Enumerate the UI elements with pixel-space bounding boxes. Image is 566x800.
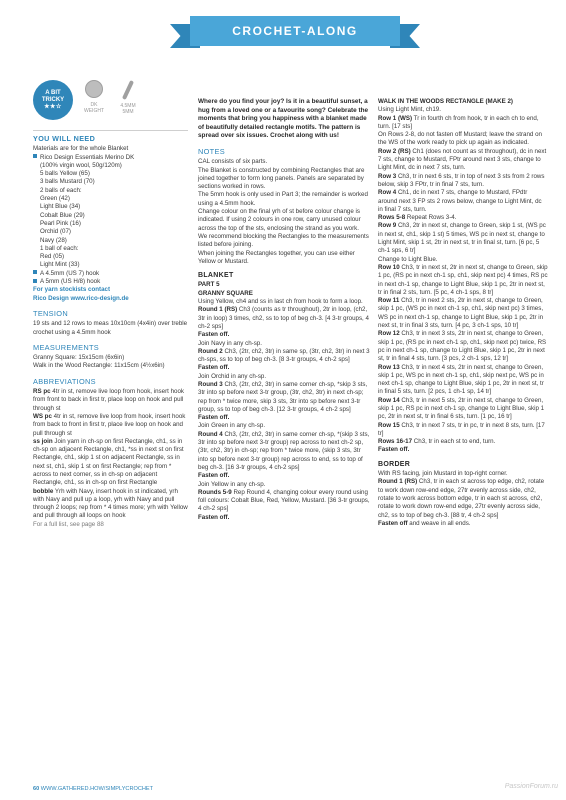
yarn-ball-icon xyxy=(85,80,103,98)
step-text: Ch3, tr in next 2 sts, 2tr in next st, change to Green, skip 1 pc, (WS pc in next ch-1 sp, ch1, skip next pc) 3 times, WS pc in next ch-1 sp, change to Light Blue, skip 1 pc, 2tr in next st, tr in final 3 sts, turn. [4 pc, 3 ch-1 sps, 10 tr] xyxy=(378,297,544,330)
border-round-1: Round 1 (RS) Ch3, tr in each st across top edge, ch2, rotate to work down row-end edge, 27tr evenly across side, ch2, rotate to work across bottom edge, tr in each st across, ch2, rotate to work down row-end edge, 27tr evenly across side, ch2, ss to top of beg ch-3. [88 tr, 4 ch-2 sps] xyxy=(378,478,545,519)
blanket-heading: BLANKET xyxy=(198,272,234,280)
difficulty-row xyxy=(33,80,188,120)
hook-size-info xyxy=(115,80,141,115)
note-item: We recommend blocking the Rectangles to the measurements listed before joining. xyxy=(198,232,369,249)
border-intro: With RS facing, join Mustard in top-right corner. xyxy=(378,470,508,478)
step-text: Join Green in any ch-sp. xyxy=(198,422,266,430)
yarn-list-item xyxy=(33,195,188,203)
pattern-step xyxy=(378,397,548,422)
pattern-step xyxy=(378,364,548,397)
abbreviation-definition: Yrh with Navy, insert hook in st indicated, yrh with Navy and pull up a loop, yrh with Navy and pull through 2 loops; rep from * 4 times more; yrh with Yellow and pull through all loops on hook xyxy=(33,487,188,520)
abbreviation-item xyxy=(33,438,188,488)
step-text: Tr in fourth ch from hook, tr in each ch to end, turn. [17 sts] xyxy=(378,114,539,130)
step-text: Change to Light Blue. xyxy=(378,255,438,263)
bullet-square-icon xyxy=(33,154,37,158)
measurement-walk: Walk in the Wood Rectangle: 11x15cm (4½x6in) xyxy=(33,362,165,370)
measurements-heading: MEASUREMENTS xyxy=(33,342,100,352)
abbreviation-item xyxy=(33,413,188,438)
step-text: Ch3, tr in each st to end, turn. xyxy=(413,438,496,446)
yarn-list-item xyxy=(33,187,188,195)
step-text: Fasten off. xyxy=(198,414,230,422)
badge-line1: A BIT xyxy=(45,89,61,96)
pattern-step xyxy=(198,489,370,514)
step-label: Round 3 xyxy=(198,380,223,388)
pattern-step xyxy=(378,214,548,222)
yarn-list-text: 5 balls Yellow (65) xyxy=(40,170,90,178)
pattern-step xyxy=(378,189,548,214)
hook-item-1: A 4.5mm (US 7) hook xyxy=(33,270,188,278)
yarn-list-text: 3 balls Mustard (70) xyxy=(40,178,95,186)
step-text: Ch3, tr in next 4 sts, 2tr in next st, change to Green, skip 1 pc, WS pc in next ch-1 sp, ch1, skip next pc, WS pc in next ch-1 sp, change to Light Blue, skip 1 pc, 2tr in next st, tr in final 5 sts, turn. [2 pcs, 1 ch-1 sp, 14 tr] xyxy=(378,363,544,396)
pattern-step xyxy=(198,414,370,422)
step-label: Row 4 xyxy=(378,189,397,197)
note-item: Change colour on the final yrh of st before colour change is indicated. If using 2 colours in one row, carry unused colour across the top of the sts, enclosing the strand as you work. xyxy=(198,208,361,232)
walk-intro: Using Light Mint, ch19. xyxy=(378,106,441,114)
step-label: Row 11 xyxy=(378,297,400,305)
yarn-list-item xyxy=(33,237,188,245)
yarn-list-text: Light Mint (33) xyxy=(40,261,80,269)
notes-list xyxy=(198,158,370,266)
abbreviation-item xyxy=(33,388,188,413)
step-text: Ch3, (2tr, ch2, 3tr) in same corner ch-sp, *(skip 3 sts, 3tr into sp before next 3-tr group) rep across to next ch-2 sp, (3tr, ch2, 3tr) in ch-sp; rep from * twice more, (skip 3 sts, 3tr into sp before next 3-tr group) rep across to end, ss to top of beg ch-3. [16 3-tr groups, 4 ch-2 sps] xyxy=(198,430,370,471)
you-will-need-heading: YOU WILL NEED xyxy=(33,130,188,143)
pattern-step xyxy=(378,438,548,446)
pattern-step xyxy=(198,422,370,430)
pattern-step xyxy=(378,115,548,132)
yarn-weight-info xyxy=(81,80,107,114)
step-text: Ch3, tr in next 7 sts, tr in pc, tr in next 8 sts, turn. [17 tr] xyxy=(378,421,545,437)
abbreviation-term: WS pc xyxy=(33,412,52,420)
yarn-list-text: Pearl Pink (16) xyxy=(40,219,81,227)
pattern-step xyxy=(378,256,548,264)
star-rating-icon: ★★☆ xyxy=(44,103,62,110)
step-text: Join Navy in any ch-sp. xyxy=(198,339,262,347)
step-text: Ch3, (2tr, ch2, 3tr) in same corner ch-sp, *skip 3 sts, 3tr into sp before next 3-tr group, (3tr, ch2, 3tr) in next ch-sp; rep from * twice more, skip 3 sts, 3tr into sp before next 3-tr group, ss to top of beg ch-3. [12 3-tr groups, 4 ch-2 sps] xyxy=(198,380,368,413)
bullet-square-icon xyxy=(33,270,37,274)
pattern-step xyxy=(378,330,548,363)
yarn-list-item xyxy=(33,162,188,170)
tension-heading: TENSION xyxy=(33,308,68,318)
yarn-list-text: Green (42) xyxy=(40,195,70,203)
yarn-list-item xyxy=(33,220,188,228)
pattern-step xyxy=(378,148,548,173)
yarn-list-text: (100% virgin wool, 50g/120m) xyxy=(40,161,122,169)
step-label: Row 12 xyxy=(378,330,400,338)
step-text: Fasten off. xyxy=(378,446,410,454)
yarn-list-item xyxy=(33,203,188,211)
stockists-line-1: For yarn stockists contact xyxy=(33,286,111,294)
step-text: Fasten off. xyxy=(198,331,230,339)
note-item: The 5mm hook is only used in Part 3; the remainder is worked using a 4.5mm hook. xyxy=(198,191,368,207)
yarn-list-text: Rico Design Essentials Merino DK xyxy=(40,153,135,161)
banner-title: CROCHET-ALONG xyxy=(190,16,400,46)
abbreviation-definition: 4tr in st, remove live loop from hook, insert hook from front to back in first tr, place loop on hook and pull through st xyxy=(33,388,184,412)
step-text: Ch3, tr in next 5 sts, 2tr in next st, change to Green, skip 1 pc, RS pc in next ch-1 sp, change to Light Blue, skip 1 pc, 2tr in next st, tr in final 6 sts, turn. [1 pc, 16 tr] xyxy=(378,396,545,421)
step-text: Ch3 (counts as tr throughout), 2tr in loop, (ch2, 3tr in loop) 3 times, ch2, ss to top of beg ch-3. [4 3-tr groups, 4 ch-2 sps] xyxy=(198,306,369,330)
crochet-hook-icon xyxy=(122,80,134,100)
pattern-step xyxy=(198,373,370,381)
border-heading: BORDER xyxy=(378,460,411,468)
granny-square-heading: GRANNY SQUARE xyxy=(198,289,253,297)
note-item: When joining the Rectangles together, you can use either Yellow or Mustard. xyxy=(198,249,355,265)
step-text: On Rows 2-8, do not fasten off Mustard; leave the strand on the WS of the work ready to pick up again as indicated. xyxy=(378,131,542,147)
yarn-list-item xyxy=(33,170,188,178)
measurement-granny: Granny Square: 15x15cm (6x6in) xyxy=(33,354,125,362)
step-text: Fasten off. xyxy=(198,472,230,480)
step-text: Ch1, dc in next 7 sts, change to Mustard, FPdtr around next 3 FP sts 2 rows below, change to Light Mint, dc in final 7 sts, turn. xyxy=(378,189,542,213)
notes-heading: NOTES xyxy=(198,146,225,156)
watermark: PassionForum.ru xyxy=(504,783,558,790)
difficulty-badge xyxy=(33,80,73,120)
abbreviations-heading: ABBREVIATIONS xyxy=(33,376,96,386)
pattern-step xyxy=(198,381,370,414)
step-label: Row 13 xyxy=(378,363,400,371)
step-text: Join Yellow in any ch-sp. xyxy=(198,480,266,488)
materials-intro: Materials are for the whole Blanket xyxy=(33,145,129,153)
step-label: Rows 16-17 xyxy=(378,438,413,446)
rectangle-rows xyxy=(378,115,548,455)
yarn-list-text: 1 ball of each: xyxy=(40,244,79,252)
step-label: Round 1 (RS) xyxy=(198,306,238,314)
pattern-step xyxy=(198,306,370,331)
pattern-step xyxy=(378,222,548,255)
pattern-step xyxy=(198,364,370,372)
step-text: Fasten off. xyxy=(198,364,230,372)
border-end: Fasten off and weave in all ends. xyxy=(378,519,471,527)
yarn-list-item xyxy=(33,154,188,162)
abbreviation-definition: Join yarn in ch-sp on first Rectangle, ch1, ss in ch-sp on adjacent Rectangle, ch1, *ss in next st on first Rectangle, ch1, skip 1 st on adjacent Rectangle, ss in next st, ch1, skip 1 st on first Rectangle; rep from * across to next corner, ss in ch-sp on adjacent Rectangle, ch1, ss in ch-sp on first Rectangle xyxy=(33,437,184,487)
stockists-line-2: Rico Design www.rico-design.de xyxy=(33,294,129,302)
pattern-step xyxy=(198,514,370,522)
note-item: The Blanket is constructed by combining Rectangles that are joined together to form long panels. Panels are separated by sections worked in rows. xyxy=(198,166,365,191)
step-label: Round 4 xyxy=(198,430,223,438)
yarn-list-text: Red (05) xyxy=(40,253,65,261)
page-number: 60 xyxy=(33,786,40,792)
intro-paragraph: Where do you find your joy? Is it in a beautiful sunset, a hug from a loved one or a favourite song? Celebrate the moments that bring you happiness with a blanket made of beautifully detailed rectangle motifs. The pattern is spread over six issues. Crochet along with us! xyxy=(198,98,369,140)
step-label: Row 1 (WS) xyxy=(378,114,413,122)
step-text: Ch3, 2tr in next st, change to Green, skip 1 st, (WS pc in next st, ch1, skip 1 st) 5 times, WS pc in next st, change to Light Mint, skip 1 st, 2tr in next st, tr in final st, turn. [6 pc, 5 ch-1 sps, 6 tr] xyxy=(378,222,546,255)
yarn-weight-label: DK WEIGHT xyxy=(84,102,104,114)
part-label: PART 5 xyxy=(198,281,220,289)
yarn-list-text: Cobalt Blue (29) xyxy=(40,211,85,219)
pattern-step xyxy=(378,297,548,330)
page-footer xyxy=(33,786,153,792)
step-label: Row 3 xyxy=(378,172,397,180)
pattern-step xyxy=(198,481,370,489)
pattern-step xyxy=(378,264,548,297)
yarn-list-text: Navy (28) xyxy=(40,236,67,244)
pattern-step xyxy=(198,472,370,480)
granny-rounds xyxy=(198,306,370,522)
yarn-list-text: Orchid (07) xyxy=(40,228,71,236)
abbreviation-item xyxy=(33,488,188,521)
step-text: Join Orchid in any ch-sp. xyxy=(198,372,267,380)
yarn-list-text: Light Blue (34) xyxy=(40,203,81,211)
step-text: Repeat Rows 3-4. xyxy=(406,214,457,222)
walk-heading: WALK IN THE WOODS RECTANGLE (MAKE 2) xyxy=(378,98,513,105)
badge-line2: TRICKY xyxy=(41,96,65,103)
see-page-note: For a full list, see page 88 xyxy=(33,520,104,528)
pattern-step xyxy=(198,331,370,339)
abbreviation-list xyxy=(33,388,188,521)
column-materials xyxy=(33,80,188,529)
step-text: Rep Round 4, changing colour every round using foll colours: Cobalt Blue, Red, Yellow, Mustard. [36 3-tr groups, 4 ch-2 sps] xyxy=(198,488,370,513)
step-text: Ch3, tr in next 3 sts, 2tr in next st, change to Green, skip 1 pc, (RS pc in next ch-1 sp, ch1, skip next pc) twice, RS pc in next ch-1 sp, change to Light Blue, skip 1 pc, 2tr in next st, tr in final 4 sts, turn. [3 pcs, 2 ch-1 sps, 12 tr] xyxy=(378,330,547,363)
yarn-list-item xyxy=(33,245,188,253)
abbreviation-term: bobble xyxy=(33,487,54,495)
pattern-step xyxy=(378,173,548,190)
step-text: Ch1 (does not count as st throughout), dc in next 7 sts, change to Mustard, FPtr around next 3 sts, change to Light Mint, dc in next 7 sts, turn. xyxy=(378,147,547,172)
pattern-step xyxy=(198,340,370,348)
step-label: Row 2 (RS) xyxy=(378,147,411,155)
section-banner xyxy=(170,12,420,54)
column-notes-granny xyxy=(198,98,370,522)
yarn-list xyxy=(33,154,188,270)
step-label: Rows 5-8 xyxy=(378,214,406,222)
pattern-step xyxy=(198,431,370,472)
abbreviation-definition: 4tr in st, remove live loop from hook, insert hook from back to front in first tr, place live loop on hook and pull through st xyxy=(33,412,186,437)
yarn-list-item xyxy=(33,228,188,236)
pattern-step xyxy=(198,348,370,365)
step-text: Fasten off. xyxy=(198,513,230,521)
pattern-step xyxy=(378,422,548,439)
step-label: Row 15 xyxy=(378,421,400,429)
yarn-list-text: 2 balls of each: xyxy=(40,186,82,194)
pattern-step xyxy=(378,131,548,148)
tension-text: 19 sts and 12 rows to meas 10x10cm (4x4in) over treble crochet using a 4.5mm hook xyxy=(33,320,188,336)
abbreviation-term: ss join xyxy=(33,437,53,445)
pattern-step xyxy=(378,446,548,454)
note-item: CAL consists of six parts. xyxy=(198,158,268,166)
hook-item-2: A 5mm (US H/8) hook xyxy=(33,278,188,286)
yarn-list-item xyxy=(33,178,188,186)
hook-size-label: 4.5MM 5MM xyxy=(120,103,136,115)
abbreviation-term: RS pc xyxy=(33,388,51,396)
step-text: Ch3, (2tr, ch2, 3tr) in same sp, (3tr, ch2, 3tr) in next 3 ch-sps, ss to top of beg ch-3. [8 3-tr groups, 4 ch-2 sps] xyxy=(198,347,370,364)
bullet-square-icon xyxy=(33,279,37,283)
step-text: Ch3, tr in next 6 sts, tr in top of next 3 sts from 2 rows below, skip 3 FPtr, tr in final 7 sts, turn. xyxy=(378,172,545,188)
step-label: Row 10 xyxy=(378,263,400,271)
yarn-list-item xyxy=(33,261,188,269)
step-label: Rounds 5-9 xyxy=(198,488,232,496)
footer-url: WWW.GATHERED.HOW/SIMPLYCROCHET xyxy=(40,786,154,792)
column-rectangle xyxy=(378,98,548,528)
step-label: Row 9 xyxy=(378,222,397,230)
step-text: Ch3, tr in next st, 2tr in next st, change to Green, skip 1 pc, (RS pc in next ch-1 sp, ch1, skip next pc) 4 times, RS pc in next ch-1 sp, change to Light Blue, skip 1 pc, 2tr in next st, tr in final 2 sts, turn. [5 pc, 4 ch-1 sps, 8 tr] xyxy=(378,263,548,296)
yarn-list-item xyxy=(33,253,188,261)
step-label: Round 2 xyxy=(198,347,223,355)
granny-intro: Using Yellow, ch4 and ss in last ch from hook to form a loop. xyxy=(198,298,363,306)
yarn-list-item xyxy=(33,212,188,220)
step-label: Row 14 xyxy=(378,396,400,404)
